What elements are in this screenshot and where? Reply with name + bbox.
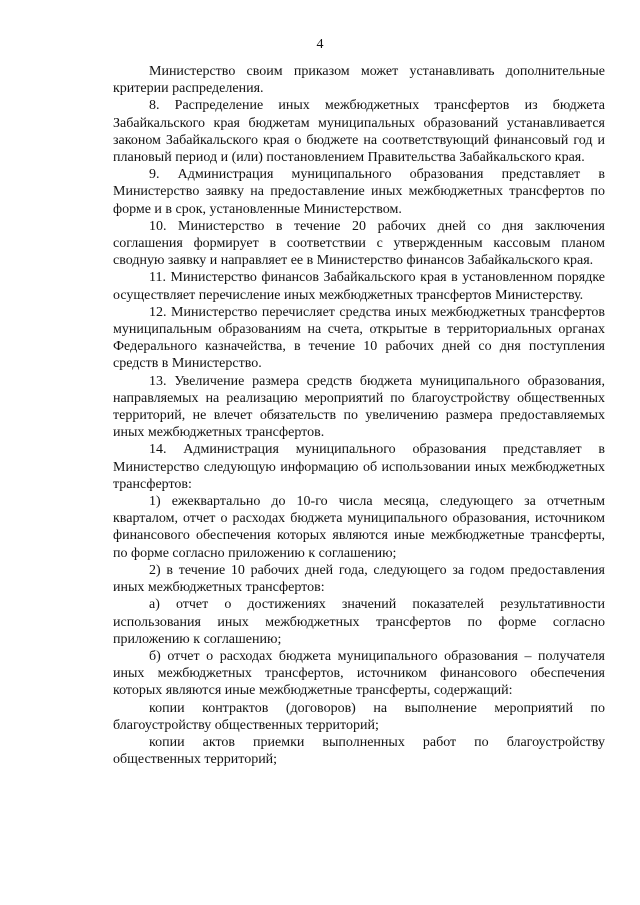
paragraph-acceptance-acts: копии актов приемки выполненных работ по благоустройству общественных территорий; <box>113 734 605 768</box>
paragraph-9: 9. Администрация муниципального образования представляет в Министерство заявку на предоставление иных межбюджетных трансфертов по форме и в срок, установленные Министерством. <box>113 167 605 217</box>
paragraph-contract-copies: копии контрактов (договоров) на выполнение мероприятий по благоустройству общественных территорий; <box>113 700 605 733</box>
paragraph-14: 14. Администрация муниципального образования представляет в Министерство следующую информацию об использовании иных межбюджетных трансфертов: <box>113 442 605 492</box>
document-body <box>113 63 605 768</box>
paragraph-14-item-2a: а) отчет о достижениях значений показателей результативности использования иных межбюджетных трансфертов по форме согласно приложению к соглашению; <box>113 597 605 647</box>
page-number: 4 <box>316 37 324 52</box>
paragraph-8: 8. Распределение иных межбюджетных трансфертов из бюджета Забайкальского края бюджетам муниципальных образований устанавливается законом Забайкальского края о бюджете на соответствующий финансовый год и плановый период и (или) постановлением Правительства Забайкальского края. <box>113 98 605 166</box>
paragraph-10: 10. Министерство в течение 20 рабочих дней со дня заключения соглашения формирует в соответствии с утвержденным кассовым планом сводную заявку и направляет ее в Министерство финансов Забайкальского края. <box>113 218 605 269</box>
paragraph-14-item-1: 1) ежеквартально до 10-го числа месяца, следующего за отчетным кварталом, отчет о расходах бюджета муниципального образования, источником финансового обеспечения которых являются иные межбюджетные трансферты, по форме согласно приложению к соглашению; <box>113 494 605 561</box>
paragraph-14-item-2: 2) в течение 10 рабочих дней года, следующего за годом предоставления иных межбюджетных трансфертов: <box>113 562 605 596</box>
paragraph-1: Министерство своим приказом может устанавливать дополнительные критерии распределения. <box>113 64 605 97</box>
paragraph-13: 13. Увеличение размера средств бюджета муниципального образования, направляемых на реализацию мероприятий по благоустройству общественных территорий, не влечет обязательств по увеличению размера предоставляемых иных межбюджетных трансфертов. <box>113 373 605 441</box>
paragraph-14-item-2b: б) отчет о расходах бюджета муниципального образования – получателя иных межбюджетных трансфертов, источником финансового обеспечения которых являются иные межбюджетные трансферты, содержащий: <box>113 648 605 699</box>
paragraph-12: 12. Министерство перечисляет средства иных межбюджетных трансфертов муниципальным образованиям на счета, открытые в территориальных органах Федерального казначейства, в течение 10 рабочих дней со дня поступления средств в Министерство. <box>113 304 605 372</box>
paragraph-11: 11. Министерство финансов Забайкальского края в установленном порядке осуществляет перечисление иных межбюджетных трансфертов Министерству. <box>113 270 605 303</box>
